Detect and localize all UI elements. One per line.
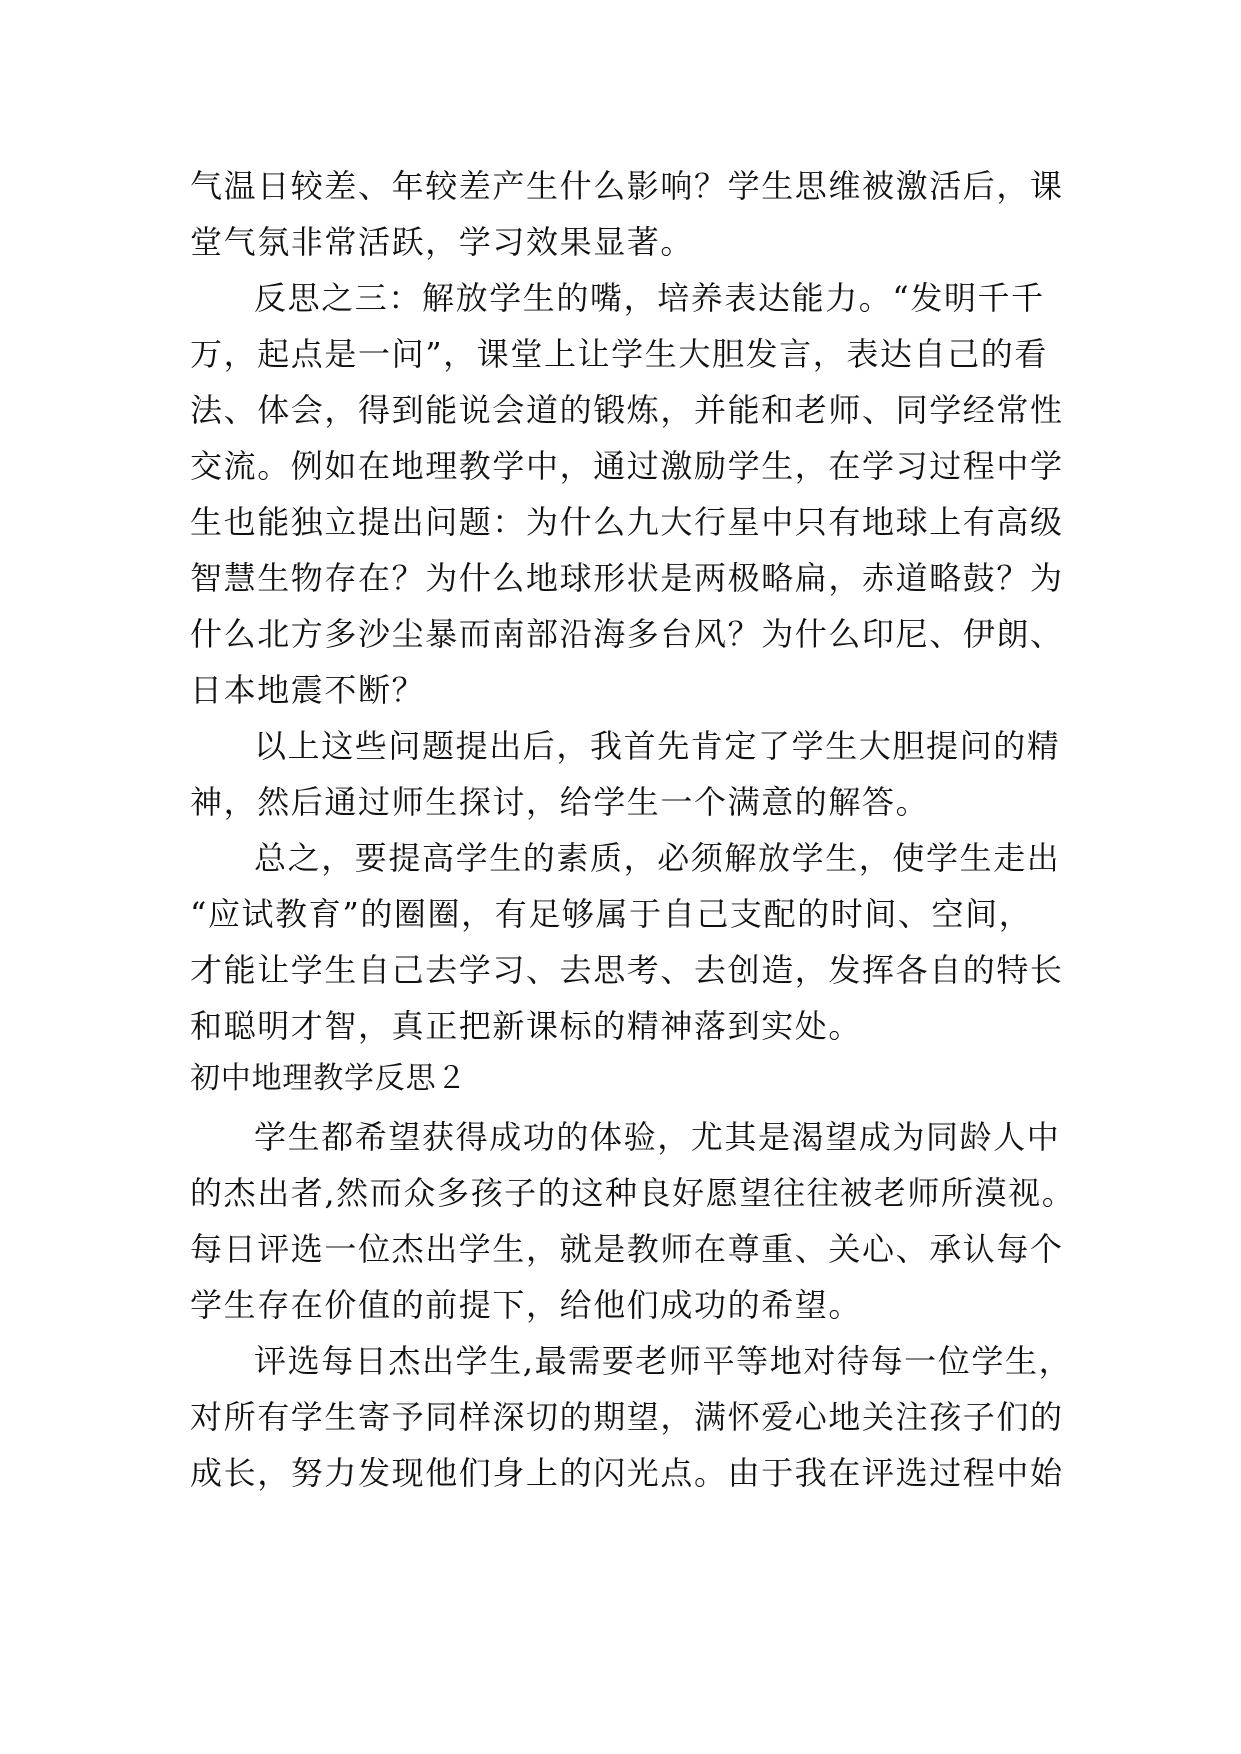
paragraph-6-line-3: 成长，努力发现他们身上的闪光点。由于我在评选过程中始	[190, 1454, 1064, 1492]
paragraph-5-line-4: 学生存在价值的前提下，给他们成功的希望。	[190, 1286, 863, 1324]
paragraph-2-line-2: 万，起点是一问”，课堂上让学生大胆发言，表达自己的看	[190, 335, 1048, 373]
paragraph-3-line-2: 神，然后通过师生探讨，给学生一个满意的解答。	[190, 783, 930, 821]
paragraph-2-line-3: 法、体会，得到能说会道的锻炼，并能和老师、同学经常性	[190, 391, 1064, 429]
paragraph-5-line-3: 每日评选一位杰出学生，就是教师在尊重、关心、承认每个	[190, 1230, 1064, 1268]
paragraph-4-line-4: 和聪明才智，真正把新课标的精神落到实处。	[190, 1007, 863, 1045]
paragraph-2-line-8: 日本地震不断？	[190, 671, 426, 709]
paragraph-6-line-1: 评选每日杰出学生,最需要老师平等地对待每一位学生，	[254, 1342, 1073, 1380]
paragraph-2-line-4: 交流。例如在地理教学中，通过激励学生，在学习过程中学	[190, 447, 1064, 485]
paragraph-1-line-2: 堂气氛非常活跃，学习效果显著。	[190, 223, 695, 261]
paragraph-5-line-2: 的杰出者,然而众多孩子的这种良好愿望往往被老师所漠视。	[190, 1174, 1076, 1212]
paragraph-2-line-6: 智慧生物存在？为什么地球形状是两极略扁，赤道略鼓？为	[190, 559, 1064, 597]
paragraph-3-line-1: 以上这些问题提出后，我首先肯定了学生大胆提问的精	[254, 727, 1061, 765]
paragraph-4-line-2: “应试教育”的圈圈，有足够属于自己支配的时间、空间，	[190, 895, 1033, 933]
paragraph-2-line-1: 反思之三：解放学生的嘴，培养表达能力。“发明千千	[254, 279, 1045, 317]
paragraph-2-line-5: 生也能独立提出问题：为什么九大行星中只有地球上有高级	[190, 503, 1064, 541]
paragraph-4-line-3: 才能让学生自己去学习、去思考、去创造，发挥各自的特长	[190, 951, 1064, 989]
paragraph-4-line-1: 总之，要提高学生的素质，必须解放学生，使学生走出	[254, 839, 1061, 877]
section-heading: 初中地理教学反思２	[190, 1061, 468, 1096]
paragraph-2-line-7: 什么北方多沙尘暴而南部沿海多台风？为什么印尼、伊朗、	[190, 615, 1064, 653]
paragraph-6-line-2: 对所有学生寄予同样深切的期望，满怀爱心地关注孩子们的	[190, 1398, 1064, 1436]
paragraph-5-line-1: 学生都希望获得成功的体验，尤其是渴望成为同龄人中	[254, 1118, 1061, 1156]
paragraph-1-line-1: 气温日较差、年较差产生什么影响？学生思维被激活后，课	[190, 167, 1064, 205]
